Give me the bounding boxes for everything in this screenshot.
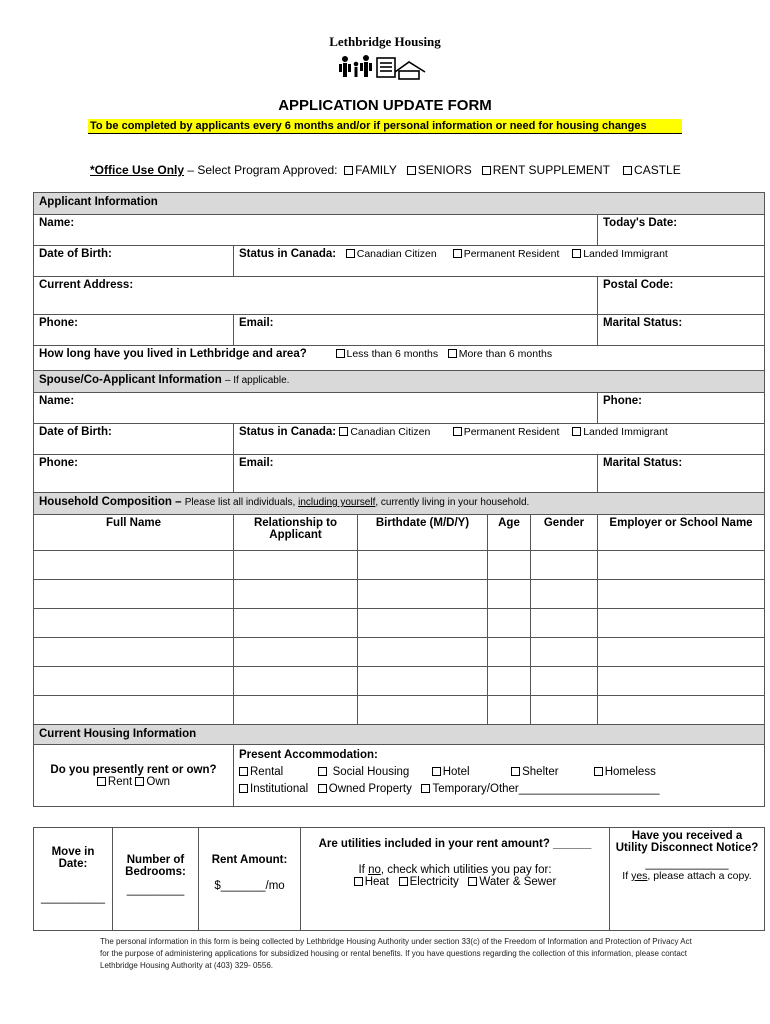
privacy-footer: The personal information in this form is being collected by Lethbridge Housing Authority under section 33(c) of the Freedom of Information and Protection of Privacy Act for the purpose of administering applications for subsidized housing or rental benefits. If you have questions regarding the collection of this information, please contact Lethbridge Housing Authority at (403) 329- 0556. bbox=[100, 937, 692, 970]
applicant-dob-field[interactable]: Date of Birth: bbox=[34, 246, 234, 277]
rent-supplement-option: RENT SUPPLEMENT bbox=[492, 163, 610, 177]
postal-code-field[interactable]: Postal Code: bbox=[598, 277, 765, 315]
spouse-dob-field[interactable]: Date of Birth: bbox=[34, 424, 234, 455]
how-long-row: How long have you lived in Lethbridge and area? Less than 6 months More than 6 months bbox=[34, 346, 765, 371]
spouse-section-title: Spouse/Co-Applicant Information – If applicable. bbox=[34, 371, 765, 393]
subtitle: To be completed by applicants every 6 months and/or if personal information or need for housing changes bbox=[88, 119, 682, 134]
own-checkbox[interactable] bbox=[135, 777, 144, 786]
owned-property-checkbox[interactable] bbox=[318, 784, 327, 793]
col-gender: Gender bbox=[531, 515, 598, 551]
housing-details-table bbox=[33, 827, 765, 931]
spouse-name-field[interactable]: Name: bbox=[34, 393, 598, 424]
seniors-checkbox[interactable] bbox=[407, 166, 416, 175]
social-housing-checkbox[interactable] bbox=[318, 767, 327, 776]
table-row bbox=[34, 580, 765, 609]
spouse-phone-field[interactable]: Phone: bbox=[34, 455, 234, 493]
spouse-permanent-checkbox[interactable] bbox=[453, 427, 462, 436]
rent-amount-field[interactable]: Rent Amount: $_______/mo bbox=[199, 828, 301, 931]
table-row bbox=[34, 609, 765, 638]
rent-own-cell: Do you presently rent or own? Rent Own bbox=[34, 745, 234, 807]
housing-section-title: Current Housing Information bbox=[34, 725, 765, 745]
form-title: APPLICATION UPDATE FORM bbox=[278, 97, 492, 114]
col-employer: Employer or School Name bbox=[598, 515, 765, 551]
applicant-permanent-checkbox[interactable] bbox=[453, 249, 462, 258]
spouse-email-field[interactable]: Email: bbox=[234, 455, 598, 493]
homeless-checkbox[interactable] bbox=[594, 767, 603, 776]
applicant-landed-checkbox[interactable] bbox=[572, 249, 581, 258]
logo-text: Lethbridge Housing bbox=[329, 34, 441, 49]
less-than-6-checkbox[interactable] bbox=[336, 349, 345, 358]
office-use-prompt: – Select Program Approved: bbox=[187, 163, 338, 177]
family-checkbox[interactable] bbox=[344, 166, 353, 175]
table-row bbox=[34, 667, 765, 696]
table-row bbox=[34, 551, 765, 580]
col-age: Age bbox=[488, 515, 531, 551]
applicant-name-field[interactable]: Name: bbox=[34, 215, 598, 246]
family-house-logo-icon bbox=[335, 52, 435, 89]
applicant-status-row: Status in Canada: Canadian Citizen Permanent Resident Landed Immigrant bbox=[234, 246, 765, 277]
water-sewer-checkbox[interactable] bbox=[468, 877, 477, 886]
todays-date-field[interactable]: Today's Date: bbox=[598, 215, 765, 246]
col-relationship: Relationship to Applicant bbox=[234, 515, 358, 551]
rent-checkbox[interactable] bbox=[97, 777, 106, 786]
subtitle-bar bbox=[88, 119, 682, 134]
application-form-table bbox=[33, 192, 765, 807]
bedrooms-field[interactable]: Number of Bedrooms: _________ bbox=[113, 828, 199, 931]
castle-option: CASTLE bbox=[634, 163, 681, 177]
rental-checkbox[interactable] bbox=[239, 767, 248, 776]
shelter-checkbox[interactable] bbox=[511, 767, 520, 776]
institutional-checkbox[interactable] bbox=[239, 784, 248, 793]
applicant-phone-field[interactable]: Phone: bbox=[34, 315, 234, 346]
utilities-question[interactable]: Are utilities included in your rent amount? ______ bbox=[318, 838, 592, 850]
applicant-marital-field[interactable]: Marital Status: bbox=[598, 315, 765, 346]
accommodation-cell: Present Accommodation: Rental Social Housing Hotel Shelter Homeless Institutional Owned Property Temporary/Other______________________ bbox=[234, 745, 765, 807]
applicant-section-title: Applicant Information bbox=[34, 193, 765, 215]
spouse-marital-field[interactable]: Marital Status: bbox=[598, 455, 765, 493]
table-row bbox=[34, 638, 765, 667]
utilities-cell: Are utilities included in your rent amount? ______ If no, check which utilities you pay for: Heat Electricity Water & Sewer bbox=[301, 828, 610, 931]
electricity-checkbox[interactable] bbox=[399, 877, 408, 886]
table-row bbox=[34, 696, 765, 725]
office-use-row bbox=[90, 163, 681, 177]
family-option: FAMILY bbox=[355, 163, 397, 177]
col-birthdate: Birthdate (M/D/Y) bbox=[358, 515, 488, 551]
more-than-6-checkbox[interactable] bbox=[448, 349, 457, 358]
spouse-citizen-checkbox[interactable] bbox=[339, 427, 348, 436]
household-section-title: Household Composition – Please list all individuals, including yourself, currently living in your household. bbox=[34, 493, 765, 515]
seniors-option: SENIORS bbox=[417, 163, 472, 177]
current-address-field[interactable]: Current Address: bbox=[34, 277, 598, 315]
spouse-phone-top-field[interactable]: Phone: bbox=[598, 393, 765, 424]
hotel-checkbox[interactable] bbox=[432, 767, 441, 776]
spouse-landed-checkbox[interactable] bbox=[572, 427, 581, 436]
col-full-name: Full Name bbox=[34, 515, 234, 551]
move-in-date-field[interactable]: Move in Date: __________ bbox=[34, 828, 113, 931]
castle-checkbox[interactable] bbox=[623, 166, 632, 175]
applicant-email-field[interactable]: Email: bbox=[234, 315, 598, 346]
spouse-status-row: Status in Canada: Canadian Citizen Permanent Resident Landed Immigrant bbox=[234, 424, 765, 455]
heat-checkbox[interactable] bbox=[354, 877, 363, 886]
office-use-label: *Office Use Only bbox=[90, 163, 185, 177]
disconnect-notice-cell[interactable]: Have you received a Utility Disconnect Notice? _____________ If yes, please attach a copy. bbox=[610, 828, 765, 931]
rent-supplement-checkbox[interactable] bbox=[482, 166, 491, 175]
temporary-other-checkbox[interactable] bbox=[421, 784, 430, 793]
applicant-citizen-checkbox[interactable] bbox=[346, 249, 355, 258]
